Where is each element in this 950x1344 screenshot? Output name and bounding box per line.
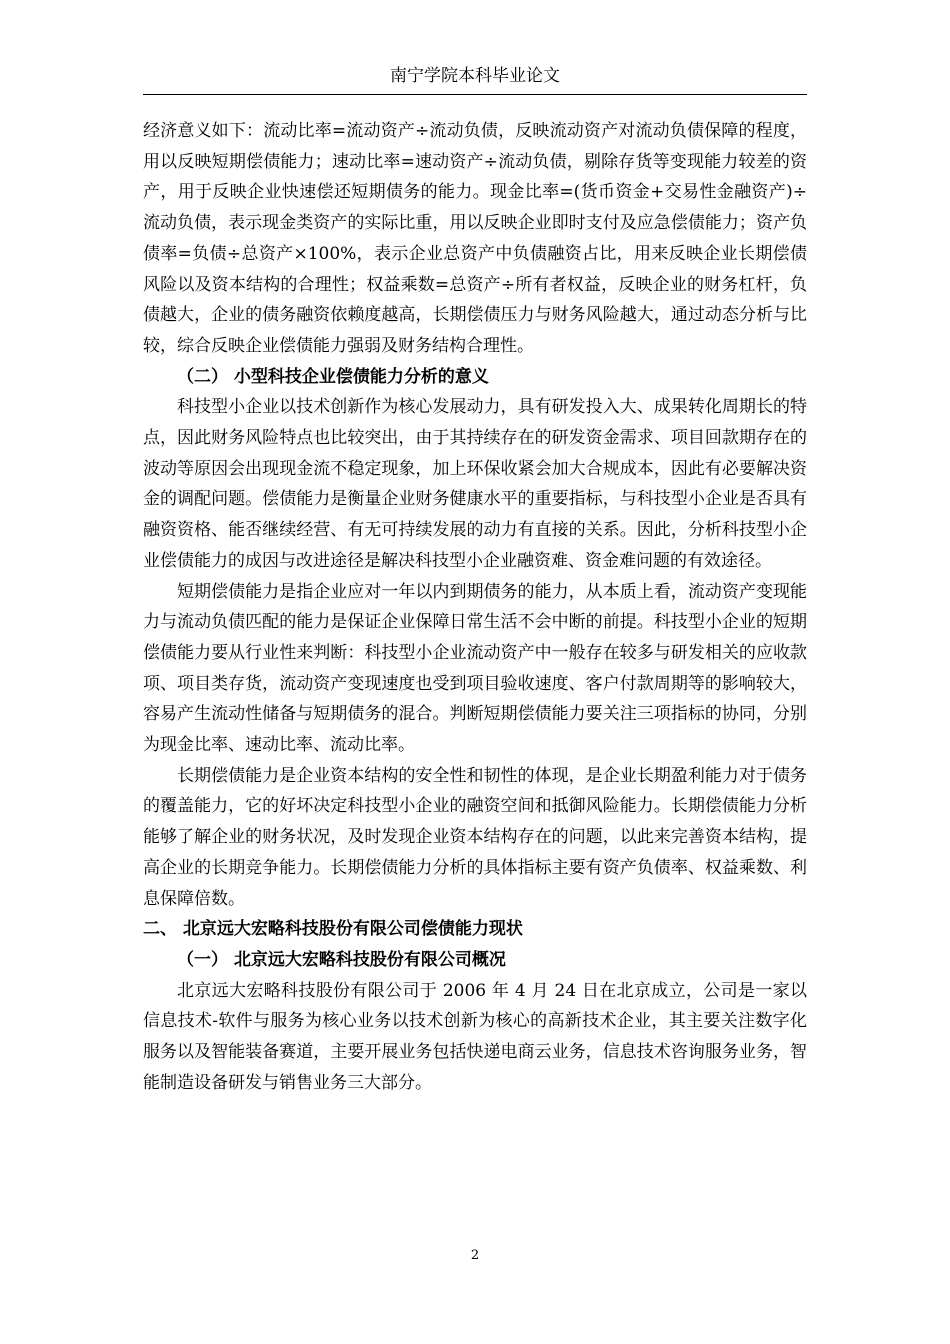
paragraph-short-term-solvency: 短期偿债能力是指企业应对一年以内到期债务的能力，从本质上看，流动资产变现能力与流动负债匹配的能力是保证企业保障日常生活不会中断的前提。科技型小企业的短期偿债能力要从行业性来判断：科技型小企业流动资产中一般存在较多与研发相关的应收款项、项目类存货，流动资产变现速度也受到项目验收速度、客户付款周期等的影响较大，容易产生流动性储备与短期债务的混合。判断短期偿债能力要关注三项指标的协同，分别为现金比率、速动比率、流动比率。 [143,581,807,756]
page-number: 2 [470,1248,480,1263]
paragraph-economic-meaning: 经济意义如下：流动比率=流动资产÷流动负债，反映流动资产对流动负债保障的程度，用以反映短期偿债能力；速动比率=速动资产÷流动负债，剔除存货等变现能力较差的资产，用于反映企业快速偿还短期债务的能力。现金比率=(货币资金+交易性金融资产)÷流动负债，表示现金类资产的实际比重，用以反映企业即时支付及应急偿债能力；资产负债率=负债÷总资产×100%，表示企业总资产中负债融资占比，用来反映企业长期偿债风险以及资本结构的合理性；权益乘数=总资产÷所有者权益，反映企业的财务杠杆，负债越大，企业的债务融资依赖度越高，长期偿债压力与财务风险越大，通过动态分析与比较，综合反映企业偿债能力强弱及财务结构合理性。 [143,121,807,356]
paragraph-company-overview: 北京远大宏略科技股份有限公司于 2006 年 4 月 24 日在北京成立，公司是一家以信息技术-软件与服务为核心业务以技术创新为核心的高新技术企业，其主要关注数字化服务以及智能装备赛道，主要开展业务包括快递电商云业务，信息技术咨询服务业务，智能制造设备研发与销售业务三大部分。 [143,980,807,1093]
section-heading-3-1: （一） 北京远大宏略科技股份有限公司概况 [177,949,506,970]
page-header: 南宁学院本科毕业论文 [390,66,560,86]
header-divider [143,94,807,95]
section-heading-2-2: （二） 小型科技企业偿债能力分析的意义 [177,366,489,387]
paragraph-significance: 科技型小企业以技术创新作为核心发展动力，具有研发投入大、成果转化周期长的特点，因此财务风险特点也比较突出，由于其持续存在的研发资金需求、项目回款期存在的波动等原因会出现现金流不稳定现象，加上环保收紧会加大合规成本，因此有必要解决资金的调配问题。偿债能力是衡量企业财务健康水平的重要指标，与科技型小企业是否具有融资资格、能否继续经营、有无可持续发展的动力有直接的关系。因此，分析科技型小企业偿债能力的成因与改进途径是解决科技型小企业融资难、资金难问题的有效途径。 [143,397,807,571]
paragraph-long-term-solvency: 长期偿债能力是企业资本结构的安全性和韧性的体现，是企业长期盈利能力对于债务的覆盖能力，它的好坏决定科技型小企业的融资空间和抵御风险能力。长期偿债能力分析能够了解企业的财务状况，及时发现企业资本结构存在的问题，以此来完善资本结构，提高企业的长期竞争能力。长期偿债能力分析的具体指标主要有资产负债率、权益乘数、利息保障倍数。 [143,765,807,909]
page-body [143,116,807,1099]
section-heading-3: 二、 北京远大宏略科技股份有限公司偿债能力现状 [143,919,523,940]
